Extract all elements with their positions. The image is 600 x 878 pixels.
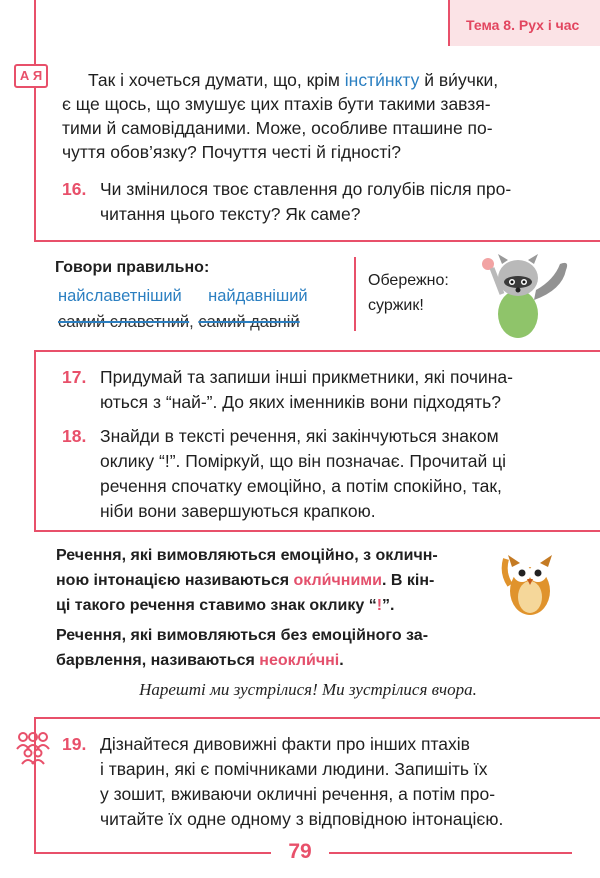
divider-2	[34, 350, 600, 352]
correct-forms	[58, 287, 308, 306]
wrong-form: самий давній	[198, 313, 300, 331]
correct-form: найславетніший	[58, 287, 182, 305]
task-number: 17.	[62, 367, 87, 387]
correct-form: найдавніший	[208, 287, 308, 305]
alphabet-book-icon: А Я	[14, 64, 48, 88]
wrong-forms: самий славетний, самий давній	[58, 313, 300, 331]
task-line: речення спочатку емоційно, а потім спокійно, так,	[100, 476, 502, 496]
intro-line-2: є ще щось, що змушує цих птахів бути такими завзя-	[62, 94, 491, 114]
surzhyk-warning	[354, 257, 460, 331]
intro-line-3: тими й самовідданими. Може, особливе пташине по-	[62, 118, 493, 138]
task-line: Знайди в тексті речення, які закінчуються знаком	[100, 426, 499, 446]
margin-line-top	[34, 0, 36, 240]
intro-paragraph	[62, 68, 558, 164]
say-correctly-title: Говори правильно:	[55, 259, 210, 276]
warning-line: Обережно:	[368, 272, 449, 289]
wrong-form: самий славетний	[58, 313, 190, 331]
task-number: 19.	[62, 734, 87, 754]
task-line: Придумай та запиши інші прикметники, які почина-	[100, 367, 513, 387]
divider-3	[34, 530, 600, 532]
task-line: читання цього тексту? Як саме?	[100, 204, 361, 224]
example-sentences: Нарешті ми зустрілися! Ми зустрілися вчора.	[139, 680, 477, 699]
term-non-exclamatory: неокли́чні	[259, 652, 340, 669]
task-number: 18.	[62, 426, 87, 446]
task-16	[62, 177, 558, 227]
page-number: 79	[271, 840, 329, 864]
term-exclamatory: окли́чними	[293, 572, 382, 589]
task-19	[62, 732, 558, 832]
task-17	[62, 365, 558, 415]
rule-paragraph-2: Речення, які вимовляються без емоційного за- барвлення, називаються неокли́чні.	[56, 627, 429, 669]
task-line: оклику “!”. Поміркуй, що він позначає. Прочитай ці	[100, 451, 507, 471]
exclamation-mark: !	[376, 597, 383, 614]
divider-4	[34, 717, 600, 719]
task-number: 16.	[62, 179, 87, 199]
topic-title: Тема 8. Рух і час	[466, 17, 580, 33]
raccoon-illustration	[474, 250, 570, 340]
task-line: ються з “най-”. До яких іменників вони підходять?	[100, 392, 502, 412]
margin-line-mid	[34, 350, 36, 530]
task-line: ніби вони завершуються крапкою.	[100, 501, 376, 521]
divider-1	[34, 240, 600, 242]
rule-paragraph-1: Речення, які вимовляються емоційно, з окличн- ною інтонацією називаються окли́чними. В кін- ці такого речення ставимо знак оклику “!”.	[56, 547, 438, 614]
task-line: Дізнайтеся дивовижні факти про інших птахів	[100, 734, 470, 754]
intro-line-4: чуття обов’язку? Почуття честі й гідності?	[62, 142, 402, 162]
task-line: у зошит, вживаючи окличні речення, а потім про-	[100, 784, 496, 804]
task-line: Чи змінилося твоє ставлення до голубів після про-	[100, 179, 512, 199]
topic-tab	[448, 0, 600, 46]
group-work-icon	[14, 731, 52, 765]
task-line: і тварин, які є помічниками людини. Запишіть їх	[100, 759, 488, 779]
task-18	[62, 424, 558, 524]
task-line: читайте їх одне одному з відповідною інтонацією.	[100, 809, 504, 829]
intro-line-1: Так і хочеться думати, що, крім інсти́нкту й ви́учки,	[88, 70, 499, 90]
owl-illustration	[500, 545, 560, 621]
warning-line: суржик!	[368, 297, 424, 314]
term-instinct: інсти́нкту	[344, 70, 420, 90]
